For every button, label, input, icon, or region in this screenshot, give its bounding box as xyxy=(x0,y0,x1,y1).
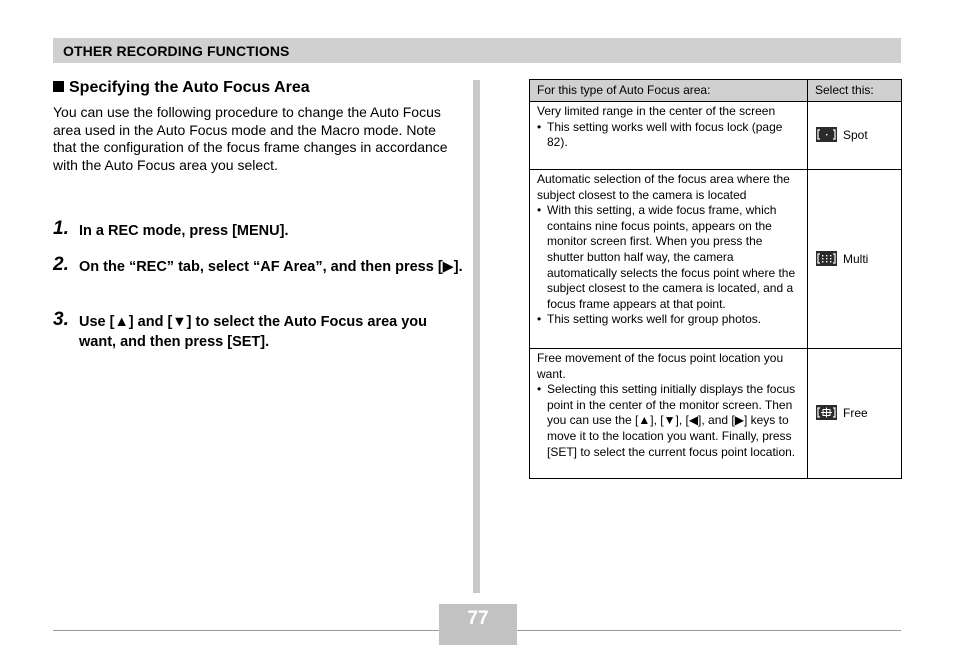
row-description xyxy=(530,349,808,479)
row-description xyxy=(530,102,808,170)
row-bullet: • With this setting, a wide focus frame, which contains nine focus points, appears on the monitor screen first. When you press the shutter button half way, the camera automatically selects the focus point where the subject closest to the camera is located, and a focus frame appears at that point. xyxy=(537,203,800,312)
header-title: OTHER RECORDING FUNCTIONS xyxy=(63,43,290,59)
page-number-box xyxy=(439,604,517,645)
row-summary: Automatic selection of the focus area where the subject closest to the camera is located xyxy=(537,172,790,202)
free-af-icon xyxy=(816,405,837,420)
af-area-table xyxy=(529,79,902,479)
row-bullet: • This setting works well for group photos. xyxy=(537,312,800,328)
row-select xyxy=(808,349,902,479)
step-number: 2. xyxy=(53,254,69,275)
page-number: 77 xyxy=(467,608,489,629)
select-label: Free xyxy=(843,406,868,421)
row-summary: Very limited range in the center of the screen xyxy=(537,104,776,118)
step-number: 1. xyxy=(53,218,69,239)
select-label: Spot xyxy=(843,128,868,143)
row-description xyxy=(530,170,808,349)
step-text: Use [▲] and [▼] to select the Auto Focus area you want, and then press [SET]. xyxy=(79,314,428,350)
square-bullet-icon xyxy=(53,81,64,92)
select-label: Multi xyxy=(843,251,869,266)
section-title xyxy=(53,79,310,97)
table-header-select: Select this: xyxy=(808,80,902,102)
step-number: 3. xyxy=(53,309,69,330)
column-divider xyxy=(473,80,480,593)
step-text: On the “REC” tab, select “AF Area”, and then press [▶]. xyxy=(79,259,463,275)
section-title-text: Specifying the Auto Focus Area xyxy=(69,79,310,96)
row-bullet: • This setting works well with focus lock (page 82). xyxy=(537,120,800,151)
row-summary: Free movement of the focus point location you want. xyxy=(537,351,784,381)
intro-paragraph: You can use the following procedure to change the Auto Focus area used in the Auto Focus mode and the Macro mode. Note that the configuration of the focus frame changes in accordance with the Auto Focus area you select. xyxy=(53,104,448,174)
header-bar xyxy=(53,38,901,63)
table-header-row xyxy=(530,80,902,102)
table-row xyxy=(530,170,902,349)
table-row xyxy=(530,349,902,479)
table-header-area: For this type of Auto Focus area: xyxy=(530,80,808,102)
spot-af-icon xyxy=(816,127,837,142)
table-row xyxy=(530,102,902,170)
step-text: In a REC mode, press [MENU]. xyxy=(79,223,289,239)
row-bullet: • Selecting this setting initially displays the focus point in the center of the monitor screen. Then you can use the [▲], [▼], [◀], and [▶] keys to move it to the location you want. Finally, press [SET] to select the current focus point location. xyxy=(537,382,800,460)
row-select xyxy=(808,102,902,170)
row-select xyxy=(808,170,902,349)
multi-af-icon xyxy=(816,251,837,266)
